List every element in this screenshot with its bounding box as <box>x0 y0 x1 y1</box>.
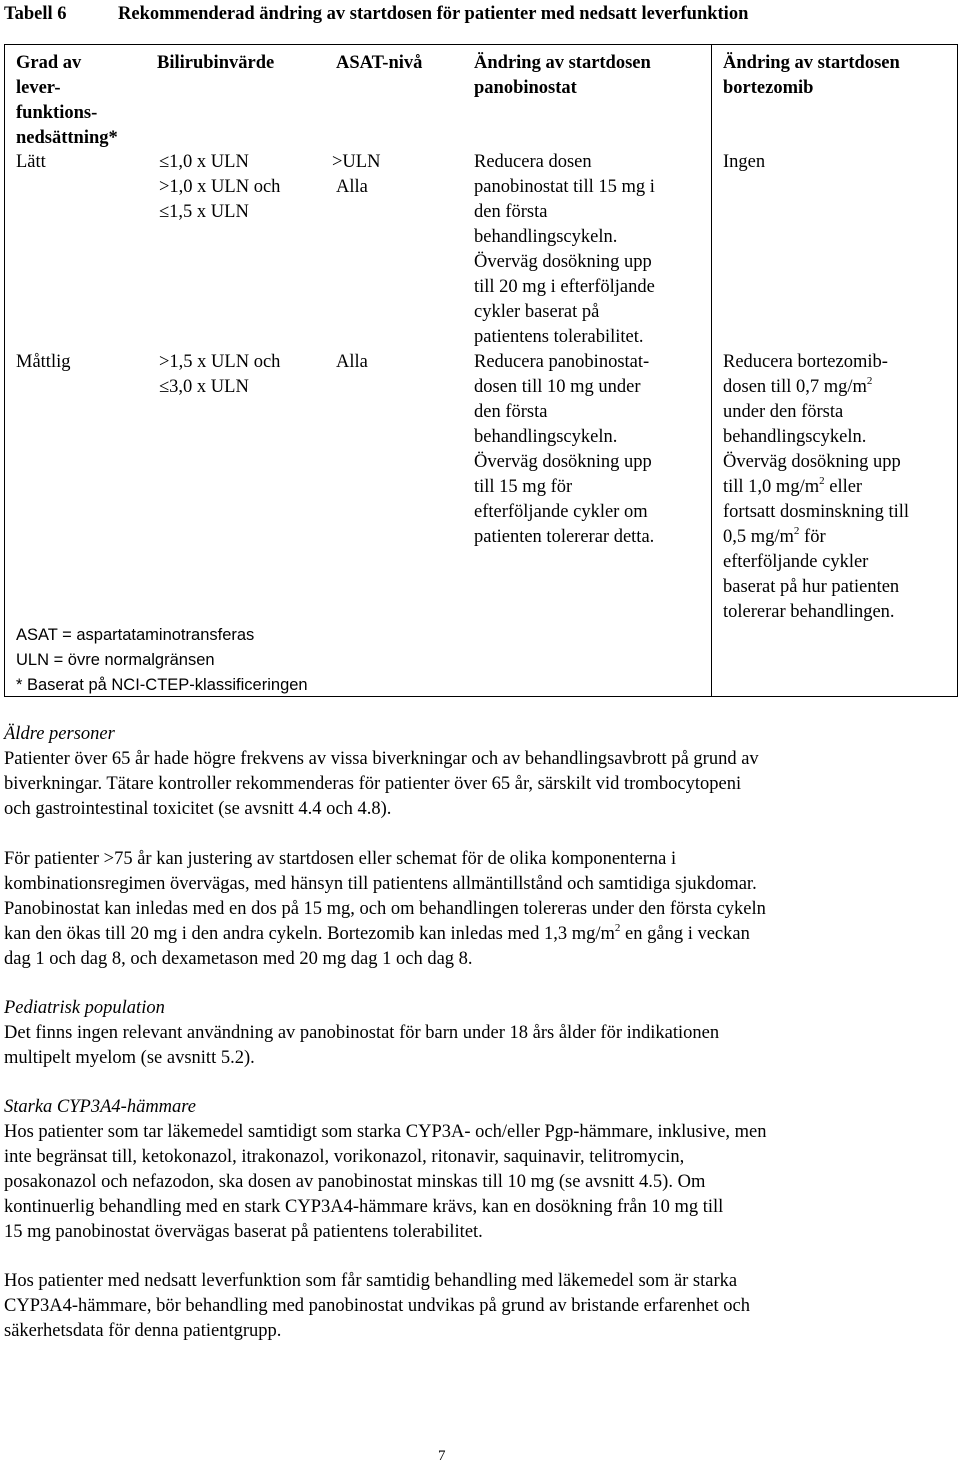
cyp3a4-p2-line: säkerhetsdata för denna patientgrupp. <box>4 1321 282 1341</box>
column-divider <box>711 45 712 696</box>
elderly-p2-line: dag 1 och dag 8, och dexametason med 20 mg dag 1 och dag 8. <box>4 949 473 969</box>
bilirubin-moderate: >1,5 x ULN och ≤3,0 x ULN <box>159 352 281 397</box>
asat-mild-2: Alla <box>336 177 368 197</box>
cyp3a4-p2-line: Hos patienter med nedsatt leverfunktion som får samtidig behandling med läkemedel som är starka <box>4 1271 738 1291</box>
cyp3a4-p2-line: CYP3A4-hämmare, bör behandling med panobinostat undvikas på grund av bristande erfarenhet och <box>4 1296 750 1316</box>
header-bortezomib: Ändring av startdosen bortezomib <box>723 53 900 98</box>
asat-mild-1: >ULN <box>332 152 381 172</box>
table-number: Tabell 6 <box>4 4 67 24</box>
table-footnotes: ASAT = aspartataminotransferas ULN = övre normalgränsen * Baserat på NCI-CTEP-klassificeringen <box>16 626 308 694</box>
page-number: 7 <box>438 1448 446 1464</box>
asat-moderate: Alla <box>336 352 368 372</box>
elderly-p1-line: och gastrointestinal toxicitet (se avsnitt 4.4 och 4.8). <box>4 799 392 819</box>
cyp3a4-p1-line: kontinuerlig behandling med en stark CYP3A4-hämmare krävs, kan en dosökning från 10 mg till <box>4 1197 724 1217</box>
pediatric-line: Det finns ingen relevant användning av panobinostat för barn under 18 års ålder för indikationen <box>4 1023 720 1043</box>
grade-moderate: Måttlig <box>16 352 71 372</box>
liver-dose-table <box>4 44 958 697</box>
section-pediatric <box>4 996 944 1071</box>
header-panobinostat: Ändring av startdosen panobinostat <box>474 53 651 98</box>
elderly-p2-line: Panobinostat kan inledas med en dos på 15 mg, och om behandlingen tolereras under den första cykeln <box>4 899 766 919</box>
cyp3a4-p1-line: posakonazol och nefazodon, ska dosen av panobinostat minskas till 10 mg (se avsnitt 4.5). Om <box>4 1172 706 1192</box>
table-title: Rekommenderad ändring av startdosen för patienter med nedsatt leverfunktion <box>118 4 749 24</box>
elderly-p1-line: Patienter över 65 år hade högre frekvens av vissa biverkningar och av behandlingsavbrott på grund av <box>4 749 759 769</box>
cyp3a4-heading: Starka CYP3A4-hämmare <box>4 1097 197 1117</box>
elderly-p2-line: kombinationsregimen övervägas, med hänsyn till patientens allmäntillstånd och samtidiga sjukdomar. <box>4 874 757 894</box>
cyp3a4-p1-line: Hos patienter som tar läkemedel samtidigt som starka CYP3A- och/eller Pgp-hämmare, inklusive, men <box>4 1122 767 1142</box>
panobinostat-moderate: Reducera panobinostat- dosen till 10 mg under den första behandlingscykeln. Överväg dosökning upp till 15 mg för efterföljande cykler om patienten tolererar detta. <box>474 352 655 547</box>
cyp3a4-paragraph-2 <box>4 1269 944 1344</box>
table-caption <box>0 2 960 28</box>
section-elderly <box>4 722 944 822</box>
header-grade: Grad av lever- funktions- nedsättning* <box>16 53 118 148</box>
elderly-paragraph-2 <box>4 847 944 972</box>
cyp3a4-p1-line: inte begränsat till, ketokonazol, itrakonazol, vorikonazol, ritonavir, saquinavir, telitromycin, <box>4 1147 685 1167</box>
header-bilirubin: Bilirubinvärde <box>157 53 275 73</box>
pediatric-line: multipelt myelom (se avsnitt 5.2). <box>4 1048 255 1068</box>
bortezomib-mild: Ingen <box>723 152 766 172</box>
elderly-p2-line: För patienter >75 år kan justering av startdosen eller schemat för de olika komponenterna i <box>4 849 677 869</box>
panobinostat-mild: Reducera dosen panobinostat till 15 mg i den första behandlingscykeln. Överväg dosökning upp till 20 mg i efterföljande cykler baserat på patientens tolerabilitet. <box>474 152 655 347</box>
grade-mild: Lätt <box>16 152 46 172</box>
elderly-heading: Äldre personer <box>4 724 115 744</box>
pediatric-heading: Pediatrisk population <box>4 998 165 1018</box>
elderly-p1-line: biverkningar. Tätare kontroller rekommenderas för patienter över 65 år, särskilt vid trombocytopeni <box>4 774 742 794</box>
bilirubin-mild-2: >1,0 x ULN och ≤1,5 x ULN <box>159 177 281 222</box>
cyp3a4-p1-line: 15 mg panobinostat övervägas baserat på patientens tolerabilitet. <box>4 1222 483 1242</box>
bilirubin-mild-1: ≤1,0 x ULN <box>159 152 249 172</box>
elderly-p2-line: kan den ökas till 20 mg i den andra cykeln. Bortezomib kan inledas med 1,3 $mg/m^2$ en gång i veckan <box>4 921 750 944</box>
bortezomib-moderate: Reducera bortezomib- dosen till 0,7 $mg/m^2$ under den första behandlingscykeln. Överväg dosökning upp till 1,0 $mg/m^2$ eller fortsatt dosminskning till 0,5 $mg/m^2$ för efterföljande cykler baserat på hur patienten tolererar behandlingen. <box>723 352 910 622</box>
section-cyp3a4 <box>4 1095 944 1245</box>
header-asat: ASAT-nivå <box>336 53 423 73</box>
